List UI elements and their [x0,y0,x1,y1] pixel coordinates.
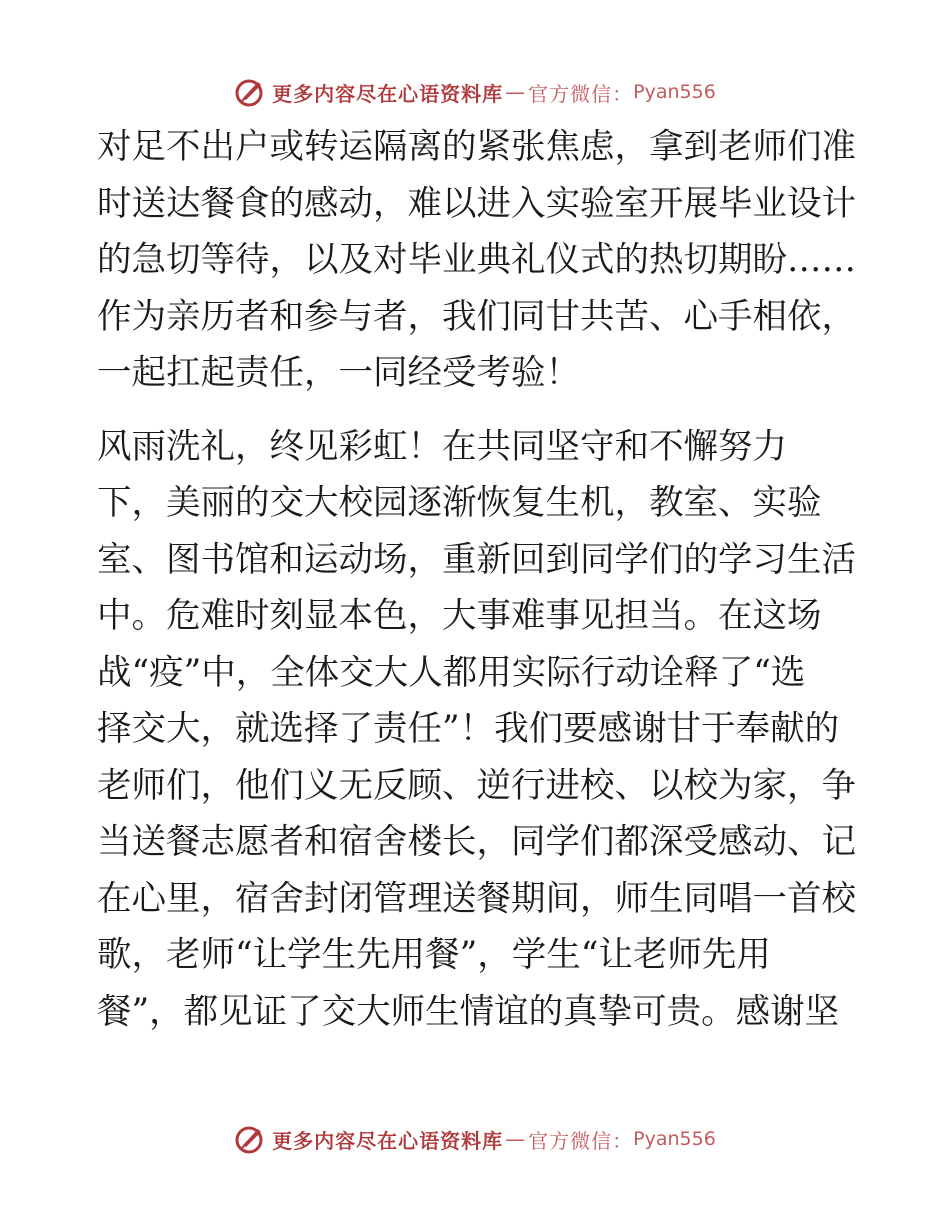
banner-wechat-label: 官方微信： [528,1128,634,1153]
text-line: 歌，老师“让学生先用餐”，学生“让老师先用 [97,935,771,975]
text-line: 老师们，他们义无反顾、逆行进校、以校为家，争 [97,765,856,806]
quill-circle-logo-icon [234,1123,266,1155]
text-line: 在心里，宿舍封闭管理送餐期间，师生同唱一首校 [97,878,856,919]
banner-wechat-account: Pyan556 [633,81,716,103]
text-line: 择交大，就选择了责任”！我们要感谢甘于奉献的 [97,709,840,749]
paragraph-2 [97,419,857,1041]
banner-main-text: 更多内容尽在心语资料库 [272,81,504,106]
quill-circle-logo-icon [234,76,266,108]
text-line: 中。危难时刻显本色，大事难事见担当。在这场 [97,596,822,636]
text-line: 对足不出户或转运隔离的紧张焦虑，拿到老师们准 [97,127,856,167]
text-line: 一起扛起责任，一同经受考验！ [97,353,580,393]
text-line: 时送达餐食的感动，难以进入实验室开展毕业设计 [97,183,856,224]
paragraph-gap [97,402,857,419]
text-line: 下，美丽的交大校园逐渐恢复生机，教室、实验 [97,483,822,523]
banner-separator: — [505,80,527,104]
document-body [97,119,857,1040]
banner-separator: — [505,1127,527,1151]
banner-wechat-label: 官方微信： [528,81,634,106]
text-line: 当送餐志愿者和宿舍楼长，同学们都深受感动、记 [97,822,856,862]
text-line: 战“疫”中，全体交大人都用实际行动诠释了“选 [97,652,806,693]
text-line: 室、图书馆和运动场，重新回到同学们的学习生活 [97,539,856,580]
footer-banner [0,1119,950,1159]
text-line: 风雨洗礼，终见彩虹！在共同坚守和不懈努力 [97,426,787,467]
banner-wechat-account: Pyan556 [633,1128,716,1150]
text-line: 餐”，都见证了交大师生情谊的真挚可贵。感谢坚 [97,991,840,1032]
text-line: 作为亲历者和参与者，我们同甘共苦、心手相依， [97,296,856,337]
paragraph-1 [97,119,857,402]
banner-main-text: 更多内容尽在心语资料库 [272,1128,504,1153]
text-line: 的急切等待，以及对毕业典礼仪式的热切期盼…… [97,240,856,280]
header-banner [0,72,950,112]
